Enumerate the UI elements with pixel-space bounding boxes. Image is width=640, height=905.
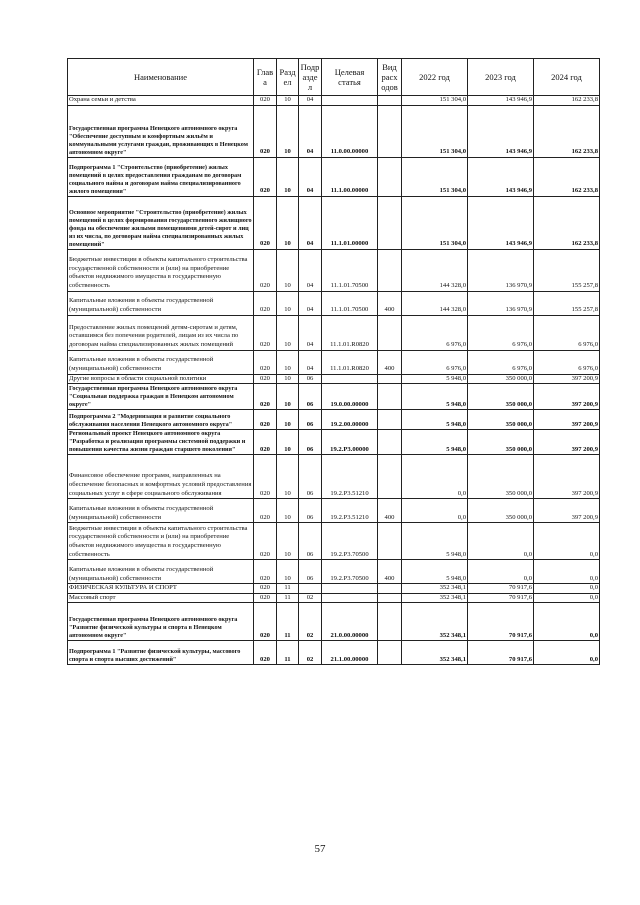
- table-cell-razdel: 10: [277, 410, 299, 430]
- table-cell-y2022: 0,0: [402, 455, 468, 499]
- table-cell-name: Капитальные вложения в объекты государственной (муниципальной) собственности: [68, 560, 254, 584]
- table-cell-y2024: 155 257,8: [534, 249, 600, 291]
- budget-table: [67, 58, 600, 665]
- table-row: [68, 384, 600, 410]
- table-cell-y2024: 0,0: [534, 593, 600, 603]
- table-cell-y2023: 350 000,0: [468, 384, 534, 410]
- table-cell-podrazdel: 04: [299, 96, 322, 106]
- table-cell-name: Основное мероприятие "Строительство (приобретение) жилых помещений в целях формирования государственного жилищного фонда на обеспечение жилыми помещениями детей-сирот и лиц из их числа, по договорам найма специализированных жилых помещений": [68, 196, 254, 249]
- table-cell-razdel: 10: [277, 374, 299, 384]
- table-cell-razdel: 10: [277, 499, 299, 523]
- table-cell-y2024: 162 233,8: [534, 196, 600, 249]
- table-cell-tsel: 11.1.00.00000: [322, 157, 378, 196]
- table-cell-glava: 020: [254, 374, 277, 384]
- table-cell-y2023: 350 000,0: [468, 455, 534, 499]
- table-cell-glava: 020: [254, 641, 277, 665]
- table-cell-glava: 020: [254, 105, 277, 157]
- table-cell-y2024: 397 200,9: [534, 384, 600, 410]
- table-cell-glava: 020: [254, 196, 277, 249]
- table-cell-podrazdel: 02: [299, 641, 322, 665]
- table-cell-y2023: 136 970,9: [468, 249, 534, 291]
- table-cell-glava: 020: [254, 410, 277, 430]
- table-cell-tsel: 21.0.00.00000: [322, 603, 378, 641]
- table-cell-vid: [378, 593, 402, 603]
- table-row: [68, 350, 600, 374]
- table-cell-tsel: 11.1.01.00000: [322, 196, 378, 249]
- table-cell-name: Государственная программа Ненецкого автономного округа "Социальная поддержка граждан в Ненецком автономном округе": [68, 384, 254, 410]
- table-cell-razdel: 11: [277, 593, 299, 603]
- table-cell-tsel: 11.1.01.70500: [322, 249, 378, 291]
- table-cell-y2023: 350 000,0: [468, 410, 534, 430]
- table-cell-y2024: 0,0: [534, 584, 600, 594]
- table-row: [68, 641, 600, 665]
- table-cell-razdel: 10: [277, 523, 299, 560]
- table-cell-name: Подпрограмма 1 "Строительство (приобретение) жилых помещений в целях предоставления гражданам по договорам социального найма и договорам найма специализированного жилого помещения": [68, 157, 254, 196]
- col-header-2024: 2024 год: [534, 59, 600, 96]
- table-cell-y2024: 397 200,9: [534, 499, 600, 523]
- table-row: [68, 584, 600, 594]
- table-cell-y2023: 70 917,6: [468, 641, 534, 665]
- table-row: [68, 560, 600, 584]
- table-cell-y2023: 70 917,6: [468, 603, 534, 641]
- table-cell-glava: 020: [254, 96, 277, 106]
- table-cell-y2024: 162 233,8: [534, 157, 600, 196]
- table-cell-y2022: 151 304,0: [402, 96, 468, 106]
- table-cell-vid: 400: [378, 350, 402, 374]
- table-row: [68, 96, 600, 106]
- table-cell-y2022: 6 976,0: [402, 315, 468, 350]
- table-cell-tsel: [322, 96, 378, 106]
- table-cell-name: Массовый спорт: [68, 593, 254, 603]
- table-cell-y2024: 162 233,8: [534, 105, 600, 157]
- table-cell-name: Государственная программа Ненецкого автономного округа "Обеспечение доступным и комфортным жильём и коммунальными услугами граждан, проживающих в Ненецком автономном округе": [68, 105, 254, 157]
- table-cell-name: Финансовое обеспечение программ, направленных на обеспечение безопасных и комфортных условий предоставления социальных услуг в сфере социального обслуживания: [68, 455, 254, 499]
- table-cell-tsel: [322, 593, 378, 603]
- table-cell-name: ФИЗИЧЕСКАЯ КУЛЬТУРА И СПОРТ: [68, 584, 254, 594]
- table-cell-vid: [378, 315, 402, 350]
- table-cell-razdel: 10: [277, 430, 299, 455]
- table-cell-name: Бюджетные инвестиции в объекты капитального строительства государственной собственности и (или) на приобретение объектов недвижимого имущества в государственную собственность: [68, 249, 254, 291]
- table-cell-y2024: 0,0: [534, 523, 600, 560]
- table-cell-y2022: 352 348,1: [402, 603, 468, 641]
- table-cell-y2023: 70 917,6: [468, 584, 534, 594]
- table-cell-tsel: 19.2.P3.70500: [322, 560, 378, 584]
- table-cell-vid: [378, 384, 402, 410]
- table-cell-vid: [378, 523, 402, 560]
- table-cell-razdel: 10: [277, 105, 299, 157]
- table-body: [68, 96, 600, 665]
- table-row: [68, 157, 600, 196]
- table-cell-vid: 400: [378, 560, 402, 584]
- table-cell-razdel: 11: [277, 584, 299, 594]
- table-cell-razdel: 10: [277, 455, 299, 499]
- table-cell-y2023: 6 976,0: [468, 350, 534, 374]
- table-cell-y2022: 5 948,0: [402, 384, 468, 410]
- table-cell-y2022: 0,0: [402, 499, 468, 523]
- table-cell-y2022: 144 328,0: [402, 249, 468, 291]
- table-cell-vid: 400: [378, 499, 402, 523]
- table-cell-y2023: 6 976,0: [468, 315, 534, 350]
- table-cell-vid: [378, 157, 402, 196]
- table-row: [68, 315, 600, 350]
- table-cell-razdel: 11: [277, 603, 299, 641]
- table-row: [68, 603, 600, 641]
- table-cell-y2024: 155 257,8: [534, 291, 600, 315]
- table-row: [68, 291, 600, 315]
- table-cell-vid: [378, 196, 402, 249]
- table-cell-glava: 020: [254, 249, 277, 291]
- table-cell-name: Другие вопросы в области социальной политики: [68, 374, 254, 384]
- table-cell-podrazdel: 06: [299, 455, 322, 499]
- table-cell-glava: 020: [254, 455, 277, 499]
- table-cell-glava: 020: [254, 560, 277, 584]
- table-cell-razdel: 10: [277, 384, 299, 410]
- col-header-glava: Глав а: [254, 59, 277, 96]
- table-row: [68, 105, 600, 157]
- table-cell-glava: 020: [254, 157, 277, 196]
- table-cell-podrazdel: 06: [299, 410, 322, 430]
- table-cell-name: Государственная программа Ненецкого автономного округа "Развитие физической культуры и спорта в Ненецком автономном округе": [68, 603, 254, 641]
- table-cell-tsel: 19.2.00.00000: [322, 410, 378, 430]
- table-cell-podrazdel: 04: [299, 350, 322, 374]
- col-header-target: Целевая статья: [322, 59, 378, 96]
- table-cell-y2022: 352 348,1: [402, 584, 468, 594]
- table-cell-tsel: [322, 374, 378, 384]
- table-cell-name: Капитальные вложения в объекты государственной (муниципальной) собственности: [68, 350, 254, 374]
- table-cell-y2023: 0,0: [468, 523, 534, 560]
- table-cell-name: Капитальные вложения в объекты государственной (муниципальной) собственности: [68, 291, 254, 315]
- table-cell-vid: 400: [378, 291, 402, 315]
- table-cell-tsel: 19.2.P3.51210: [322, 499, 378, 523]
- table-cell-vid: [378, 105, 402, 157]
- table-cell-y2024: 397 200,9: [534, 374, 600, 384]
- table-cell-podrazdel: 04: [299, 315, 322, 350]
- table-cell-y2023: 350 000,0: [468, 499, 534, 523]
- table-cell-y2022: 6 976,0: [402, 350, 468, 374]
- table-row: [68, 196, 600, 249]
- table-cell-tsel: 19.2.P3.51210: [322, 455, 378, 499]
- table-cell-y2023: 143 946,9: [468, 196, 534, 249]
- col-header-razdel: Разд ел: [277, 59, 299, 96]
- table-cell-tsel: 19.0.00.00000: [322, 384, 378, 410]
- table-row: [68, 593, 600, 603]
- table-header-row: [68, 59, 600, 96]
- table-cell-vid: [378, 430, 402, 455]
- table-cell-glava: 020: [254, 593, 277, 603]
- table-row: [68, 523, 600, 560]
- table-cell-name: Охрана семьи и детства: [68, 96, 254, 106]
- table-cell-name: Предоставление жилых помещений детям-сиротам и детям, оставшимся без попечения родителей, лицам из их числа по договорам найма специализированных жилых помещений: [68, 315, 254, 350]
- table-cell-podrazdel: 04: [299, 291, 322, 315]
- table-cell-y2024: 0,0: [534, 641, 600, 665]
- table-cell-y2023: 0,0: [468, 560, 534, 584]
- table-cell-y2024: 0,0: [534, 560, 600, 584]
- table-cell-y2024: 0,0: [534, 603, 600, 641]
- table-cell-vid: [378, 455, 402, 499]
- table-cell-vid: [378, 374, 402, 384]
- table-cell-y2022: 5 948,0: [402, 523, 468, 560]
- table-cell-y2023: 143 946,9: [468, 96, 534, 106]
- table-cell-y2024: 162 233,8: [534, 96, 600, 106]
- table-cell-name: Бюджетные инвестиции в объекты капитального строительства государственной собственности и (или) на приобретение объектов недвижимого имущества в государственную собственность: [68, 523, 254, 560]
- table-cell-y2022: 151 304,0: [402, 157, 468, 196]
- table-cell-podrazdel: 06: [299, 384, 322, 410]
- table-cell-podrazdel: 06: [299, 430, 322, 455]
- table-row: [68, 374, 600, 384]
- table-cell-vid: [378, 584, 402, 594]
- table-cell-podrazdel: 04: [299, 249, 322, 291]
- table-cell-y2022: 151 304,0: [402, 196, 468, 249]
- table-cell-vid: [378, 96, 402, 106]
- table-cell-razdel: 10: [277, 315, 299, 350]
- table-cell-y2024: 397 200,9: [534, 430, 600, 455]
- table-cell-vid: [378, 249, 402, 291]
- table-cell-podrazdel: 06: [299, 523, 322, 560]
- table-cell-name: Региональный проект Ненецкого автономного округа "Разработка и реализация программы системной поддержки и повышения качества жизни граждан старшего поколения": [68, 430, 254, 455]
- table-cell-y2023: 350 000,0: [468, 430, 534, 455]
- table-cell-name: Капитальные вложения в объекты государственной (муниципальной) собственности: [68, 499, 254, 523]
- table-cell-podrazdel: 04: [299, 105, 322, 157]
- table-cell-razdel: 10: [277, 196, 299, 249]
- table-cell-glava: 020: [254, 603, 277, 641]
- table-row: [68, 249, 600, 291]
- table-cell-glava: 020: [254, 384, 277, 410]
- table-cell-razdel: 10: [277, 157, 299, 196]
- table-cell-y2023: 143 946,9: [468, 157, 534, 196]
- table-cell-y2022: 5 948,0: [402, 374, 468, 384]
- table-cell-y2024: 397 200,9: [534, 455, 600, 499]
- table-cell-podrazdel: 04: [299, 196, 322, 249]
- table-cell-glava: 020: [254, 584, 277, 594]
- table-cell-podrazdel: 02: [299, 603, 322, 641]
- table-cell-podrazdel: 02: [299, 593, 322, 603]
- col-header-2022: 2022 год: [402, 59, 468, 96]
- table-cell-tsel: 21.1.00.00000: [322, 641, 378, 665]
- table-cell-podrazdel: 06: [299, 560, 322, 584]
- table-cell-tsel: [322, 584, 378, 594]
- table-row: [68, 430, 600, 455]
- table-cell-vid: [378, 410, 402, 430]
- table-cell-tsel: 11.1.01.70500: [322, 291, 378, 315]
- table-cell-y2022: 151 304,0: [402, 105, 468, 157]
- table-cell-y2023: 136 970,9: [468, 291, 534, 315]
- table-cell-razdel: 10: [277, 249, 299, 291]
- table-cell-y2024: 6 976,0: [534, 315, 600, 350]
- table-cell-razdel: 10: [277, 96, 299, 106]
- table-cell-vid: [378, 603, 402, 641]
- table-cell-podrazdel: [299, 584, 322, 594]
- table-row: [68, 455, 600, 499]
- table-cell-y2022: 352 348,1: [402, 641, 468, 665]
- table-cell-y2022: 5 948,0: [402, 410, 468, 430]
- table-cell-y2023: 143 946,9: [468, 105, 534, 157]
- table-row: [68, 410, 600, 430]
- table-cell-razdel: 11: [277, 641, 299, 665]
- col-header-2023: 2023 год: [468, 59, 534, 96]
- table-cell-razdel: 10: [277, 350, 299, 374]
- table-cell-y2024: 397 200,9: [534, 410, 600, 430]
- table-cell-y2022: 144 328,0: [402, 291, 468, 315]
- table-cell-glava: 020: [254, 350, 277, 374]
- table-cell-y2022: 5 948,0: [402, 430, 468, 455]
- table-cell-y2023: 350 000,0: [468, 374, 534, 384]
- table-cell-y2023: 70 917,6: [468, 593, 534, 603]
- table-cell-podrazdel: 04: [299, 157, 322, 196]
- col-header-podrazdel: Подр азде л: [299, 59, 322, 96]
- table-cell-glava: 020: [254, 499, 277, 523]
- table-cell-razdel: 10: [277, 560, 299, 584]
- table-cell-podrazdel: 06: [299, 374, 322, 384]
- table-row: [68, 499, 600, 523]
- table-cell-name: Подпрограмма 1 "Развитие физической культуры, массового спорта и спорта высших достижений": [68, 641, 254, 665]
- table-cell-tsel: 11.1.01.R0820: [322, 350, 378, 374]
- table-cell-glava: 020: [254, 430, 277, 455]
- table-cell-podrazdel: 06: [299, 499, 322, 523]
- table-cell-y2022: 5 948,0: [402, 560, 468, 584]
- table-cell-tsel: 19.2.P3.00000: [322, 430, 378, 455]
- col-header-expense-type: Вид расх одов: [378, 59, 402, 96]
- table-cell-tsel: 11.1.01.R0820: [322, 315, 378, 350]
- table-cell-glava: 020: [254, 315, 277, 350]
- table-cell-y2024: 6 976,0: [534, 350, 600, 374]
- table-cell-razdel: 10: [277, 291, 299, 315]
- table-cell-y2022: 352 348,1: [402, 593, 468, 603]
- table-cell-glava: 020: [254, 291, 277, 315]
- table-cell-tsel: 11.0.00.00000: [322, 105, 378, 157]
- table-cell-glava: 020: [254, 523, 277, 560]
- table-cell-vid: [378, 641, 402, 665]
- page-number: 57: [314, 843, 326, 855]
- col-header-name: Наименование: [68, 59, 254, 96]
- table-cell-tsel: 19.2.P3.70500: [322, 523, 378, 560]
- table-cell-name: Подпрограмма 2 "Модернизация и развитие социального обслуживания населения Ненецкого автономного округа": [68, 410, 254, 430]
